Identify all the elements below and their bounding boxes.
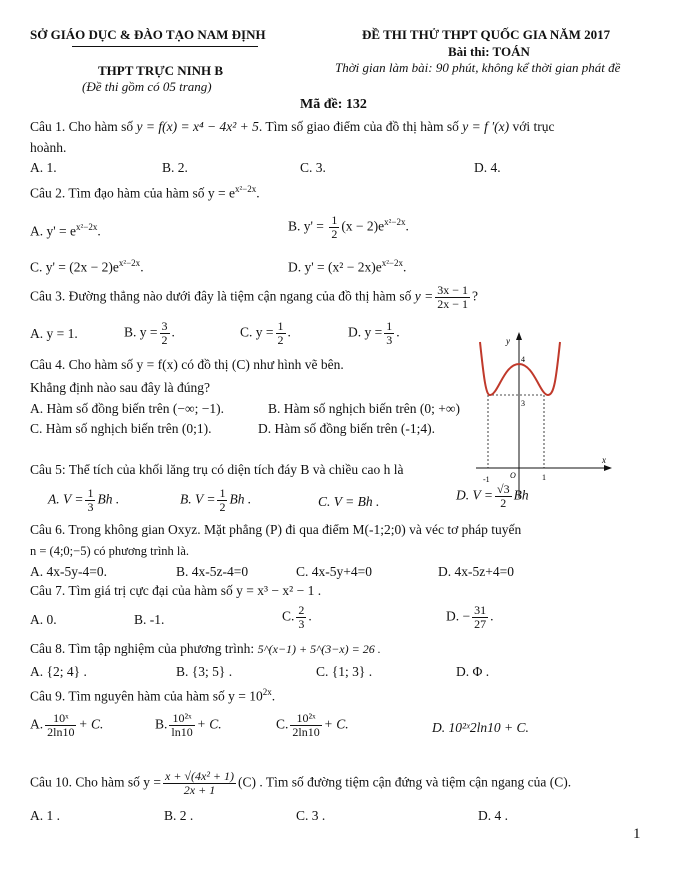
question-3: Câu 3. Đường thẳng nào dưới đây là tiệm cận ngang của đồ thị hàm số y = $\frac{3x - 1}{2x - 1}$ ? (30, 283, 478, 311)
q1-option-b: B. 2. (162, 160, 188, 175)
graph-label-3: 3 (521, 399, 525, 408)
graph-label-origin: O (510, 471, 516, 480)
q7-option-a: A. 0. (30, 612, 57, 627)
page-count: (Đề thi gồm có 05 trang) (82, 79, 212, 94)
q1-option-c: C. 3. (300, 160, 326, 175)
q6-normal-vector: n = (4;0;−5) có phương trình là. (30, 544, 190, 558)
q6-option-a: A. 4x-5y-4=0. (30, 564, 107, 579)
question-4: Câu 4. Cho hàm số y = f(x) có đồ thị (C) như hình vẽ bên. (30, 357, 344, 372)
department-title: SỞ GIÁO DỤC & ĐÀO TẠO NAM ĐỊNH (30, 27, 266, 42)
page-number: 1 (633, 826, 641, 842)
q9-option-b: B. $\frac{\text{10²ˣ}}{\ln 10}$ + C. (155, 711, 222, 739)
q2-option-a: A. $y' = e^{x^2-2x}$. (30, 222, 101, 239)
q5-option-b: B. V = $\frac{1}{2}$ Bh . (180, 486, 252, 514)
q8-option-a: A. {2; 4} . (30, 664, 87, 679)
q10-option-c: C. 3 . (296, 808, 326, 823)
x-axis-arrow-icon (604, 465, 612, 471)
q3-option-c: C. y = $\frac{1}{2}$ . (240, 319, 291, 347)
q1-text-cont: hoành. (30, 140, 67, 155)
exam-time: Thời gian làm bài: 90 phút, không kể thời gian phát đề (335, 60, 621, 75)
q8-option-d: D. Φ . (456, 664, 490, 679)
q7-option-d: D. − $\frac{31}{27}$ . (446, 603, 494, 631)
school-name: THPT TRỰC NINH B (98, 63, 224, 78)
q1-derivative: y = f ′(x) (462, 119, 510, 134)
question-8: Câu 8. Tìm tập nghiệm của phương trình: 5^(x−1) + 5^(3−x) = 26 . (30, 641, 381, 656)
graph-x-label: x (602, 455, 606, 465)
exam-subject: Bài thi: TOÁN (448, 44, 530, 59)
q5-option-c: C. V = Bh . (318, 494, 380, 509)
q1-text: Câu 1. Cho hàm số (30, 119, 137, 134)
q1-text3: với trục (509, 119, 555, 134)
question-9: Câu 9. Tìm nguyên hàm của hàm số $y = 10^{2x}$. (30, 687, 276, 704)
question-5: Câu 5: Thể tích của khối lăng trụ có diện tích đáy B và chiều cao h là (30, 462, 404, 477)
q8-option-b: B. {3; 5} . (176, 664, 233, 679)
q1-text2: . Tìm số giao điểm của đồ thị hàm số (258, 119, 463, 134)
exam-code: Mã đề: 132 (300, 97, 367, 112)
q7-option-c: C. $\frac{2}{3}$ . (282, 603, 312, 631)
q6-option-c: C. 4x-5y+4=0 (296, 564, 372, 579)
q1-option-d: D. 4. (474, 160, 501, 175)
q8-option-c: C. {1; 3} . (316, 664, 373, 679)
q4-option-b: B. Hàm số nghịch biến trên (0; +∞) (268, 401, 460, 416)
q6-option-d: D. 4x-5z+4=0 (438, 564, 514, 579)
q10-option-b: B. 2 . (164, 808, 194, 823)
q5-option-a: A. V = $\frac{1}{3}$ Bh . (48, 486, 120, 514)
q3-option-a: A. y = 1. (30, 326, 78, 341)
y-axis-arrow-icon (516, 332, 522, 340)
q4-option-d: D. Hàm số đồng biến trên (-1;4). (258, 421, 435, 436)
header-divider (72, 46, 258, 47)
q9-option-a: A. $\frac{\text{10ˣ}}{2\ln 10}$ + C. (30, 711, 104, 739)
question-10: Câu 10. Cho hàm số y = $\frac{\text{x + √(4x² + 1)}}{2x + 1}$ (C) . Tìm số đường tiệm cận đứng và tiệm cận ngang của (C). (30, 769, 572, 797)
q2-option-d: D. $y' = (x^2 - 2x)e^{x^2-2x}$. (288, 258, 407, 275)
graph-label-1: 1 (542, 473, 546, 482)
q10-option-d: D. 4 . (478, 808, 508, 823)
q3-option-d: D. y = $\frac{1}{3}$ . (348, 319, 400, 347)
q3-option-b: B. y = $\frac{3}{2}$ . (124, 319, 175, 347)
q2-option-b: B. y' = $\frac{1}{2}$ $(x - 2)e^{x^2-2x}$. (288, 213, 409, 241)
question-7: Câu 7. Tìm giá trị cực đại của hàm số y = x³ − x² − 1 . (30, 583, 322, 598)
q7-option-b: B. -1. (134, 612, 165, 627)
graph-label-minus1: -1 (483, 475, 490, 484)
q1-formula: y = f(x) = x⁴ − 4x² + 5 (136, 119, 259, 134)
q10-option-a: A. 1 . (30, 808, 60, 823)
q9-option-d: D. 10²ˣ2ln10 + C. (432, 720, 529, 735)
curve-c (480, 342, 560, 395)
question-2: Câu 2. Tìm đạo hàm của hàm số $y = e^{x^2-2x}$. (30, 184, 260, 201)
q4-option-a: A. Hàm số đồng biến trên (−∞; −1). (30, 401, 224, 416)
q6-option-b: B. 4x-5z-4=0 (176, 564, 249, 579)
question-1 (30, 119, 555, 135)
q5-option-d: D. V = $\frac{√3}{2}$ Bh (456, 482, 529, 510)
exam-title: ĐỀ THI THỬ THPT QUỐC GIA NĂM 2017 (362, 27, 611, 42)
question-6: Câu 6. Trong không gian Oxyz. Mặt phẳng (P) đi qua điểm M(-1;2;0) và véc tơ pháp tuyến (30, 522, 522, 537)
graph-y-label: y (506, 336, 510, 346)
q1-option-a: A. 1. (30, 160, 57, 175)
graph-label-4: 4 (521, 355, 525, 364)
q9-option-c: C. $\frac{\text{10²ˣ}}{2\ln 10}$ + C. (276, 711, 349, 739)
q2-option-c: C. $y' = (2x - 2)e^{x^2-2x}$. (30, 258, 144, 275)
q4-option-c: C. Hàm số nghịch biến trên (0;1). (30, 421, 212, 436)
function-graph (474, 330, 614, 500)
q4-prompt: Khẳng định nào sau đây là đúng? (30, 380, 210, 395)
